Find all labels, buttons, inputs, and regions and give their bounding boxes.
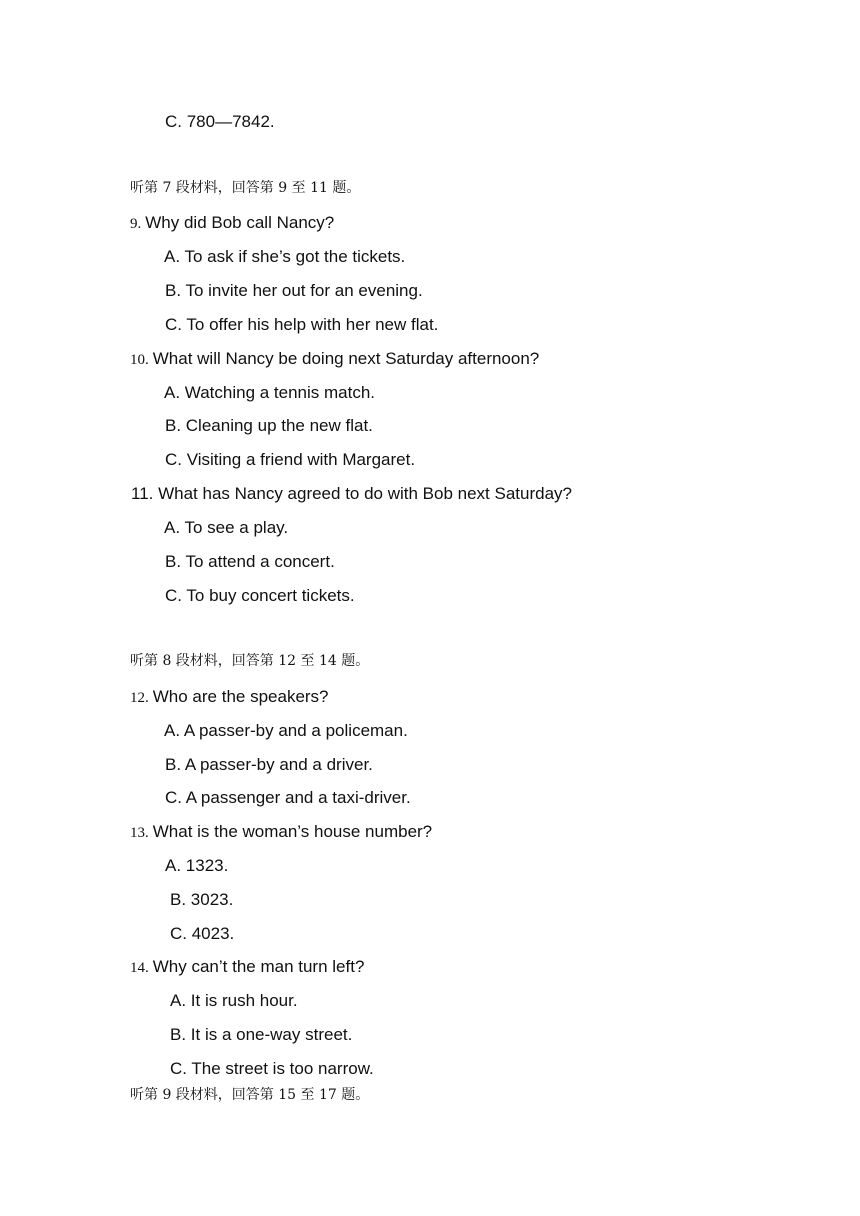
section-9-heading: 听第 9 段材料，回答第 15 至 17 题。 [130,1087,370,1103]
option-c-prev: C. 780—7842. [165,112,275,131]
question-10-text: What will Nancy be doing next Saturday afternoon? [152,349,540,368]
question-12-option-b: B. A passer-by and a driver. [165,755,373,774]
question-14-option-c: C. The street is too narrow. [170,1059,374,1078]
question-12-option-a: A. A passer-by and a policeman. [164,721,408,740]
question-10-number: 10. [130,352,149,368]
question-10 [130,350,539,368]
question-12-option-c: C. A passenger and a taxi-driver. [165,788,411,807]
question-12 [130,688,329,706]
question-10-option-a: A. Watching a tennis match. [164,383,376,402]
question-14 [130,958,364,976]
question-9-option-c: C. To offer his help with her new flat. [165,315,439,334]
section-8-heading: 听第 8 段材料，回答第 12 至 14 题。 [130,653,370,669]
question-9-option-b: B. To invite her out for an evening. [165,281,423,300]
question-14-text: Why can’t the man turn left? [152,957,365,976]
question-12-number: 12. [130,690,149,706]
question-13-option-b: B. 3023. [170,890,234,909]
question-11-option-b: B. To attend a concert. [165,552,335,571]
section-7-heading: 听第 7 段材料，回答第 9 至 11 题。 [130,180,361,196]
question-13-number: 13. [130,825,149,841]
question-11: 11. What has Nancy agreed to do with Bob next Saturday? [131,484,573,503]
question-13 [130,823,432,841]
question-13-text: What is the woman’s house number? [152,822,433,841]
question-10-option-c: C. Visiting a friend with Margaret. [165,450,416,469]
question-10-option-b: B. Cleaning up the new flat. [165,416,373,435]
question-14-option-a: A. It is rush hour. [170,991,298,1010]
question-9-option-a: A. To ask if she’s got the tickets. [164,247,406,266]
question-14-number: 14. [130,960,149,976]
question-9-number: 9. [130,216,142,232]
question-14-option-b: B. It is a one-way street. [170,1025,353,1044]
question-13-option-c: C. 4023. [170,924,235,943]
question-9 [130,214,334,232]
question-9-text: Why did Bob call Nancy? [145,213,335,232]
question-13-option-a: A. 1323. [165,856,229,875]
question-12-text: Who are the speakers? [152,687,329,706]
question-11-option-a: A. To see a play. [164,518,289,537]
question-11-option-c: C. To buy concert tickets. [165,586,355,605]
